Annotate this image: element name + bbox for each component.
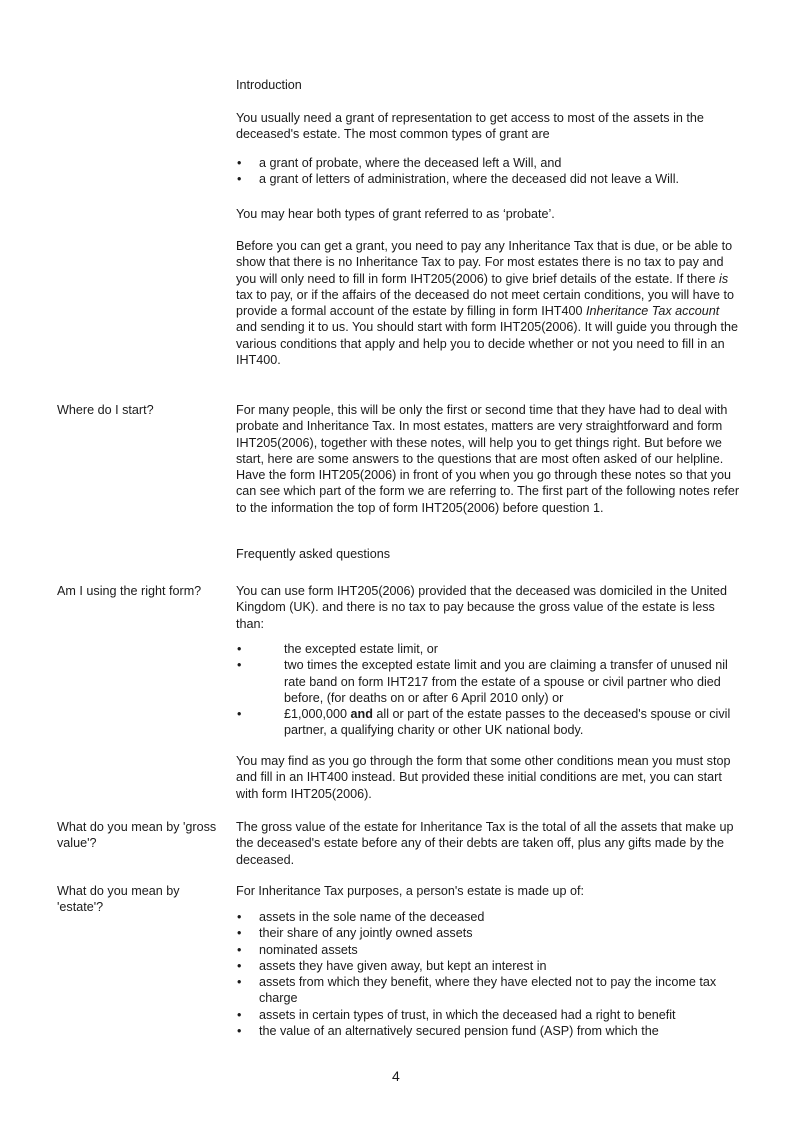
intro-paragraph-2: You may hear both types of grant referred to as ‘probate’. bbox=[236, 207, 555, 221]
list-item: • assets from which they benefit, where they have elected not to pay the income tax charge bbox=[236, 974, 742, 1007]
list-item: • two times the excepted estate limit and you are claiming a transfer of unused nil rate band on form IHT217 from the estate of a spouse or civil partner who died before, (for deaths on or after 6 April 2010 only) or bbox=[236, 657, 742, 706]
right-form-bullet-list bbox=[236, 641, 742, 739]
side-heading-start: Where do I start? bbox=[57, 403, 154, 417]
intro-paragraph-3: Before you can get a grant, you need to pay any Inheritance Tax that is due, or be able to show that there is no Inheritance Tax to pay. For most estates there is no tax to pay and you will only need to fill in form IHT205(2006) to give brief details of the estate. If there is tax to pay, or if the affairs of the deceased do not meet certain conditions, you will have to provide a formal account of the estate by filling in form IHT400 Inheritance Tax account and sending it to us. You should start with form IHT205(2006). It will guide you through the various conditions that apply and help you to decide whether or not you need to fill in an IHT400. bbox=[236, 239, 738, 368]
list-item: • assets they have given away, but kept an interest in bbox=[236, 958, 742, 974]
start-paragraph: For many people, this will be only the first or second time that they have had to deal with probate and Inheritance Tax. In most estates, matters are very straightforward and form IHT205(2006), together with these notes, will help you to get things right. But before we start, here are some answers to the questions that are most often asked of our helpline. Have the form IHT205(2006) in front of you when you go through these notes so that you can see which part of the form we are referring to. The first part of the following notes refer to the information the top of form IHT205(2006) before question 1. bbox=[236, 403, 740, 515]
side-heading-right-form: Am I using the right form? bbox=[57, 584, 202, 598]
list-item: • a grant of probate, where the deceased left a Will, and bbox=[236, 155, 742, 171]
gross-value-paragraph: The gross value of the estate for Inheritance Tax is the total of all the assets that make up the deceased's estate before any of their debts are taken off, plus any gifts made by the deceased. bbox=[236, 820, 734, 867]
right-form-paragraph: You can use form IHT205(2006) provided that the deceased was domiciled in the United Kingdom (UK). and there is no tax to pay because the gross value of the estate is less than: bbox=[236, 584, 727, 631]
list-item: • a grant of letters of administration, where the deceased did not leave a Will. bbox=[236, 171, 742, 187]
estate-paragraph: For Inheritance Tax purposes, a person's estate is made up of: bbox=[236, 884, 584, 898]
list-item: • the value of an alternatively secured pension fund (ASP) from which the bbox=[236, 1023, 742, 1039]
list-item: • £1,000,000 and all or part of the estate passes to the deceased's spouse or civil partner, a qualifying charity or other UK national body. bbox=[236, 706, 742, 739]
list-item: • nominated assets bbox=[236, 942, 742, 958]
intro-bullet-list bbox=[236, 155, 742, 188]
list-item: • assets in certain types of trust, in which the deceased had a right to benefit bbox=[236, 1007, 742, 1023]
right-form-after-paragraph: You may find as you go through the form that some other conditions mean you must stop and fill in an IHT400 instead. But provided these initial conditions are met, you can start with form IHT205(2006). bbox=[236, 754, 731, 801]
list-item: • the excepted estate limit, or bbox=[236, 641, 742, 657]
side-heading-estate: What do you mean by 'estate'? bbox=[57, 884, 180, 915]
estate-bullet-list bbox=[236, 909, 742, 1039]
list-item: • assets in the sole name of the deceased bbox=[236, 909, 742, 925]
intro-paragraph-1: You usually need a grant of representation to get access to most of the assets in the deceased's estate. The most common types of grant are bbox=[236, 111, 704, 142]
list-item: • their share of any jointly owned assets bbox=[236, 925, 742, 941]
faq-heading: Frequently asked questions bbox=[236, 547, 391, 561]
intro-heading: Introduction bbox=[236, 78, 302, 92]
page-number: 4 bbox=[392, 1068, 400, 1084]
side-heading-gross-value: What do you mean by 'gross value'? bbox=[57, 820, 217, 851]
